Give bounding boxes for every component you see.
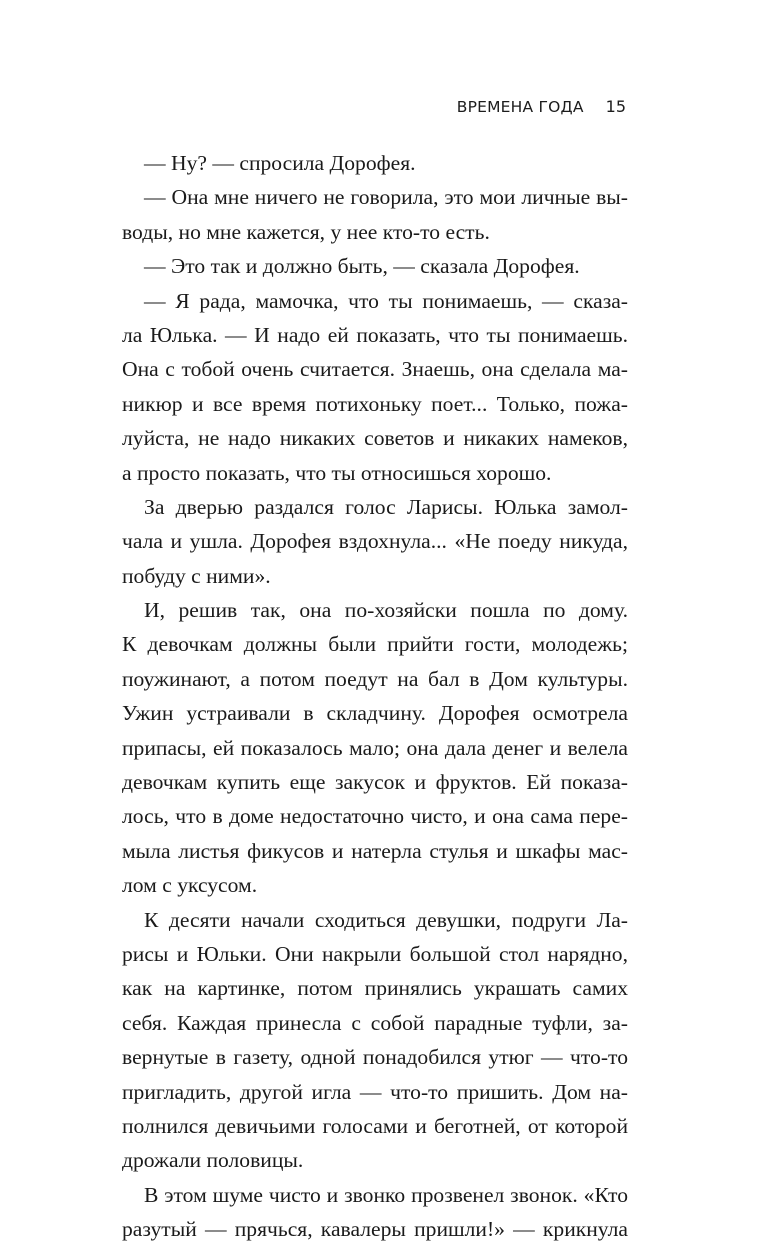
text-line: ла Юлька. — И надо ей показать, что ты понимаешь. (122, 322, 628, 347)
text-line: дрожали половицы. (122, 1148, 304, 1173)
text-line: чала и ушла. Дорофея вздохнула... «Не поеду никуда, (122, 529, 628, 554)
text-line: Ужин устраивали в складчину. Дорофея осмотрела (122, 701, 628, 726)
text-line: — Это так и должно быть, — сказала Дорофея. (144, 254, 580, 279)
text-line: рисы и Юльки. Они накрыли большой стол нарядно, (122, 941, 628, 966)
text-line: припасы, ей показалось мало; она дала денег и велела (122, 735, 628, 760)
text-line: луйста, не надо никаких советов и никаких намеков, (122, 426, 628, 451)
text-line: За дверью раздался голос Ларисы. Юлька замол- (144, 494, 628, 519)
text-line: И, решив так, она по-хозяйски пошла по дому. (144, 598, 628, 623)
text-line: а просто показать, что ты относишься хорошо. (122, 460, 552, 485)
text-line: разутый — прячься, кавалеры пришли!» — крикнула (122, 1217, 629, 1242)
text-line: К девочкам должны были прийти гости, молодежь; (122, 632, 629, 657)
text-line: никюр и все время потихоньку поет... Только, пожа- (122, 391, 628, 416)
text-line: поужинают, а потом поедут на бал в Дом культуры. (122, 666, 628, 691)
text-line: К десяти начали сходиться девушки, подруги Ла- (144, 907, 628, 932)
text-line: — Она мне ничего не говорила, это мои личные вы- (144, 185, 628, 210)
text-line: побуду с ними». (122, 563, 271, 588)
text-line: полнился девичьими голосами и беготней, от которой (122, 1113, 628, 1138)
running-head (457, 97, 626, 116)
text-line: В этом шуме чисто и звонко прозвенел звонок. «Кто (144, 1182, 628, 1207)
text-line: лось, что в доме недостаточно чисто, и она сама пере- (122, 804, 628, 829)
running-title: ВРЕМЕНА ГОДА (456, 98, 584, 116)
page-number: 15 (605, 97, 626, 116)
text-line: Она с тобой очень считается. Знаешь, она сделала ма- (122, 357, 628, 382)
text-line: — Я рада, мамочка, что ты понимаешь, — сказа- (144, 288, 628, 313)
text-line: воды, но мне кажется, у нее кто-то есть. (122, 219, 490, 244)
text-line: пригладить, другой игла — что-то пришить. Дом на- (122, 1079, 628, 1104)
text-line: себя. Каждая принесла с собой парадные туфли, за- (122, 1010, 628, 1035)
text-line: девочкам купить еще закусок и фруктов. Ей показа- (122, 770, 628, 795)
body-text (122, 146, 628, 1247)
text-line: — Ну? — спросила Дорофея. (144, 151, 416, 175)
text-line: вернутые в газету, одной понадобился утюг — что-то (122, 1045, 628, 1070)
text-line: мыла листья фикусов и натерла стулья и шкафы мас- (122, 838, 628, 863)
text-line: как на картинке, потом принялись украшать самих (122, 976, 628, 1001)
text-line: лом с уксусом. (122, 873, 258, 898)
